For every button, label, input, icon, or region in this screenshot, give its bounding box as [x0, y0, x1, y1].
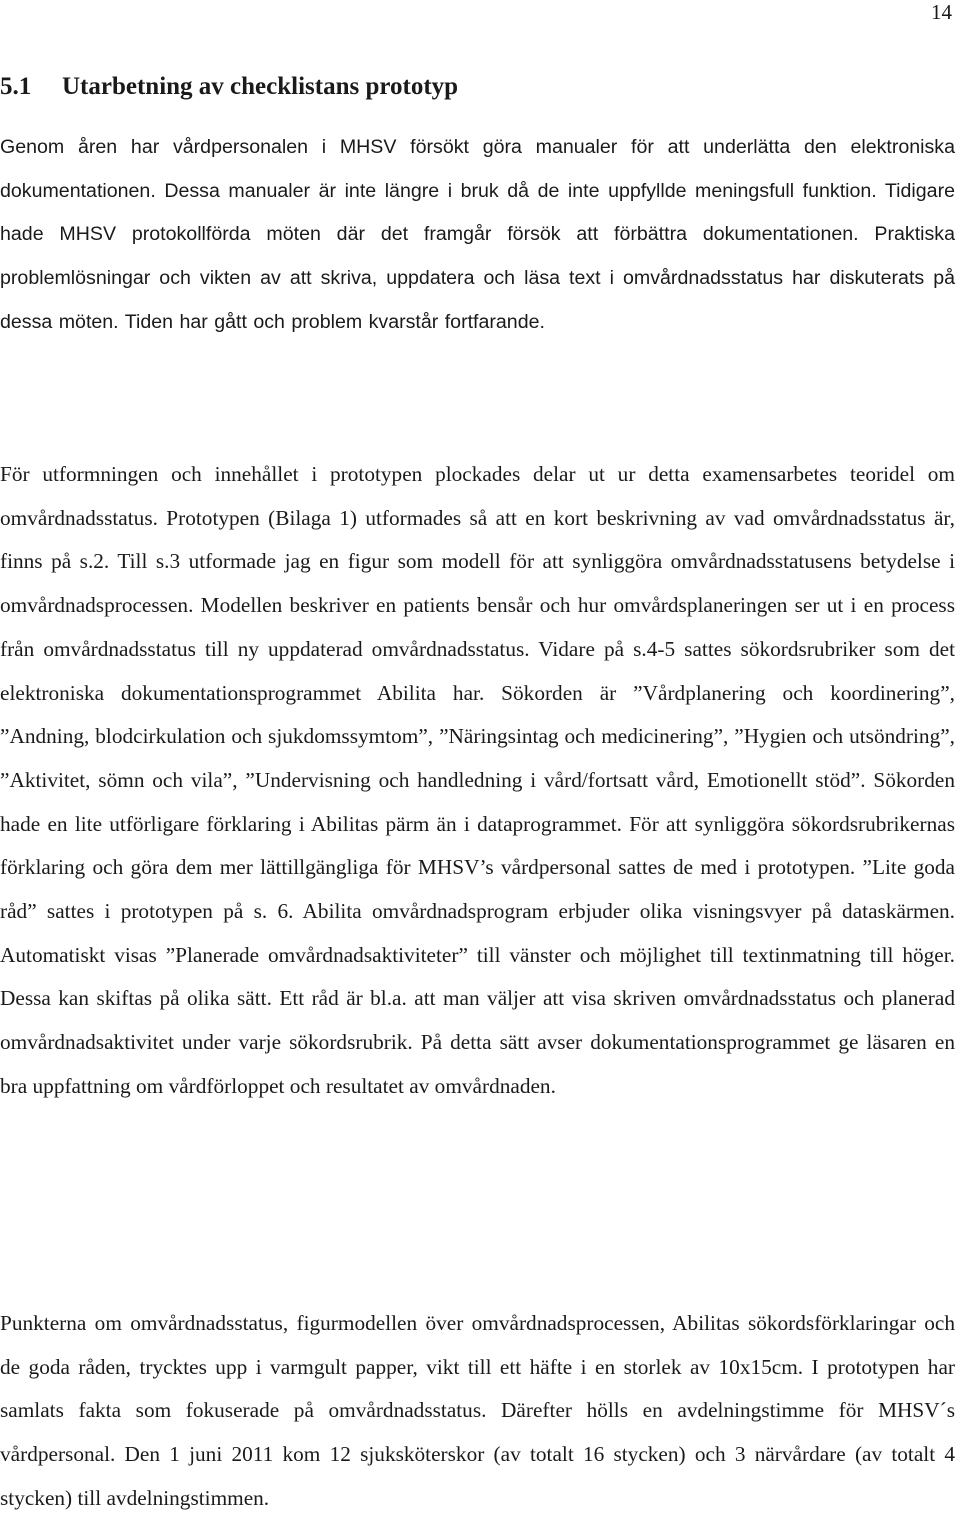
section-heading: [0, 72, 458, 102]
paragraph-printing-and-meeting: Punkterna om omvårdnadsstatus, figurmodellen över omvårdnadsprocessen, Abilitas sökordsförklaringar och de goda råden, trycktes upp i varmgult papper, vikt till ett häfte i en storlek av 10x15cm. I prototypen har samlats fakta som fokuserade på omvårdnadsstatus. Därefter hölls en avdelningstimme för MHSV´s vårdpersonal. Den 1 juni 2011 kom 12 sjuksköterskor (av totalt 16 stycken) och 3 närvårdare (av totalt 4 stycken) till avdelningstimmen.: [0, 1311, 955, 1510]
page-number: 14: [931, 0, 952, 24]
section-number: 5.1: [0, 73, 32, 100]
paragraph-prototype-design: För utformningen och innehållet i prototypen plockades delar ut ur detta examensarbetes teoridel om omvårdnadsstatus. Prototypen (Bilaga 1) utformades så att en kort beskrivning av vad omvårdnadsstatus är, finns på s.2. Till s.3 utformade jag en figur som modell för att synliggöra omvårdnadsstatusens betydelse i omvårdnadsprocessen. Modellen beskriver en patients bensår och hur omvårdsplaneringen ser ut i en process från omvårdnadsstatus till ny uppdaterad omvårdnadsstatus. Vidare på s.4-5 sattes sökordsrubriker som det elektroniska dokumentationsprogrammet Abilita har. Sökorden är ”Vårdplanering och koordinering”, ”Andning, blodcirkulation och sjukdomssymtom”, ”Näringsintag och medicinering”, ”Hygien och utsöndring”, ”Aktivitet, sömn och vila”, ”Undervisning och handledning i vård/fortsatt vård, Emotionellt stöd”. Sökorden hade en lite utförligare förklaring i Abilitas pärm än i dataprogrammet. För att synliggöra sökordsrubrikernas förklaring och göra dem mer lättillgängliga för MHSV’s vårdpersonal sattes de med i prototypen. ”Lite goda råd” sattes i prototypen på s. 6. Abilita omvårdnadsprogram erbjuder olika visningsvyer på dataskärmen. Automatiskt visas ”Planerade omvårdnadsaktiviteter” till vänster och möjlighet till textinmatning till höger. Dessa kan skiftas på olika sätt. Ett råd är bl.a. att man väljer att visa skriven omvårdnadsstatus och planerad omvårdnadsaktivitet under varje sökordsrubrik. På detta sätt avser dokumentationsprogrammet ge läsaren en bra uppfattning om vårdförloppet och resultatet av omvårdnaden.: [0, 462, 955, 1098]
section-title: Utarbetning av checklistans prototyp: [62, 73, 459, 100]
paragraph-manuals: Genom åren har vårdpersonalen i MHSV försökt göra manualer för att underlätta den elektroniska dokumentationen. Dessa manualer är inte längre i bruk då de inte uppfyllde meningsfull funktion. Tidigare hade MHSV protokollförda möten där det framgår försök att förbättra dokumentationen. Praktiska problemlösningar och vikten av att skriva, uppdatera och läsa text i omvårdnadsstatus har diskuterats på dessa möten. Tiden har gått och problem kvarstår fortfarande.: [0, 136, 955, 333]
